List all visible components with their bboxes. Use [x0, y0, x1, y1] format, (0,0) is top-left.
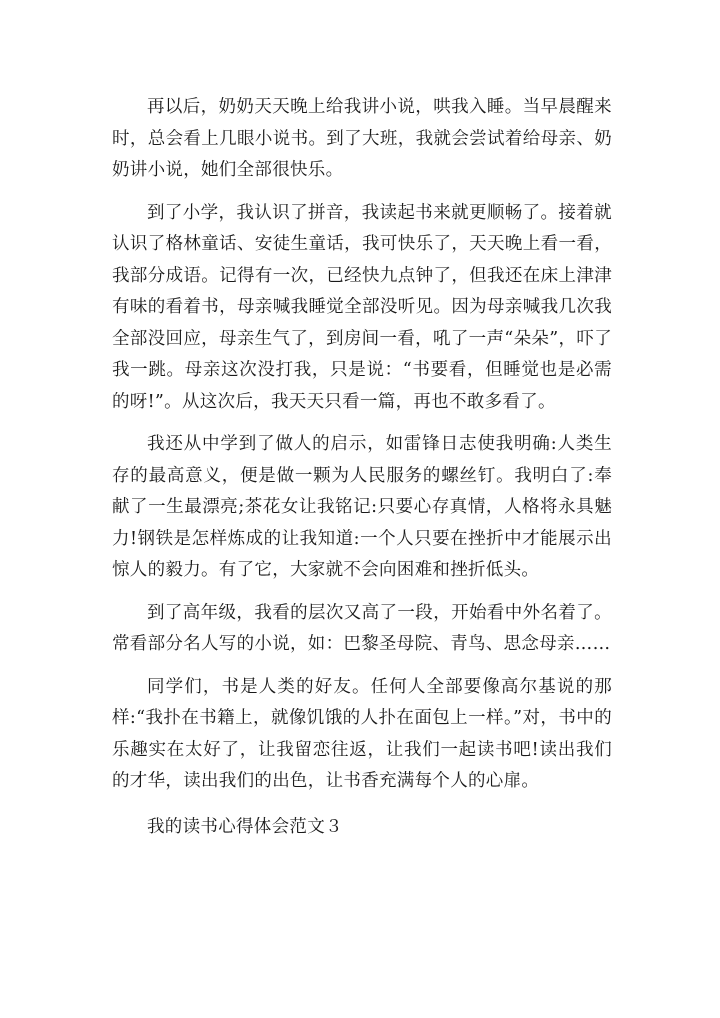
paragraph-2: 到了小学，我认识了拼音，我读起书来就更顺畅了。接着就认识了格林童话、安徒生童话，我可快乐了，天天晚上看一看，我部分成语。记得有一次，已经快九点钟了，但我还在床上津津有味的看着书，母亲喊我睡觉全部没听见。因为母亲喊我几次我全部没回应，母亲生气了，到房间一看，吼了一声“朵朵”，吓了我一跳。母亲这次没打我，只是说：“书要看，但睡觉也是必需的呀!”。从这次后，我天天只看一篇，再也不敢多看了。 — [112, 202, 612, 412]
section-title: 我的读书心得体会范文３ — [147, 816, 343, 837]
paragraph-5: 同学们，书是人类的好友。任何人全部要像高尔基说的那样:“我扑在书籍上，就像饥饿的人扑在面包上一样。”对，书中的乐趣实在太好了，让我留恋往返，让我们一起读书吧!读出我们的才华，读出我们的出色，让书香充满每个人的心扉。 — [112, 676, 612, 791]
paragraph-3: 我还从中学到了做人的启示，如雷锋日志使我明确:人类生存的最高意义，便是做一颗为人民服务的螺丝钉。我明白了:奉献了一生最漂亮;茶花女让我铭记:只要心存真情，人格将永具魅力!钢铁是怎样炼成的让我知道:一个人只要在挫折中才能展示出惊人的毅力。有了它，大家就不会向困难和挫折低头。 — [112, 434, 612, 580]
paragraph-1: 再以后，奶奶天天晚上给我讲小说，哄我入睡。当早晨醒来时，总会看上几眼小说书。到了大班，我就会尝试着给母亲、奶奶讲小说，她们全部很快乐。 — [112, 97, 612, 180]
paragraph-4: 到了高年级，我看的层次又高了一段，开始看中外名着了。常看部分名人写的小说，如：巴黎圣母院、青鸟、思念母亲…… — [112, 602, 612, 654]
document-body — [112, 92, 612, 843]
